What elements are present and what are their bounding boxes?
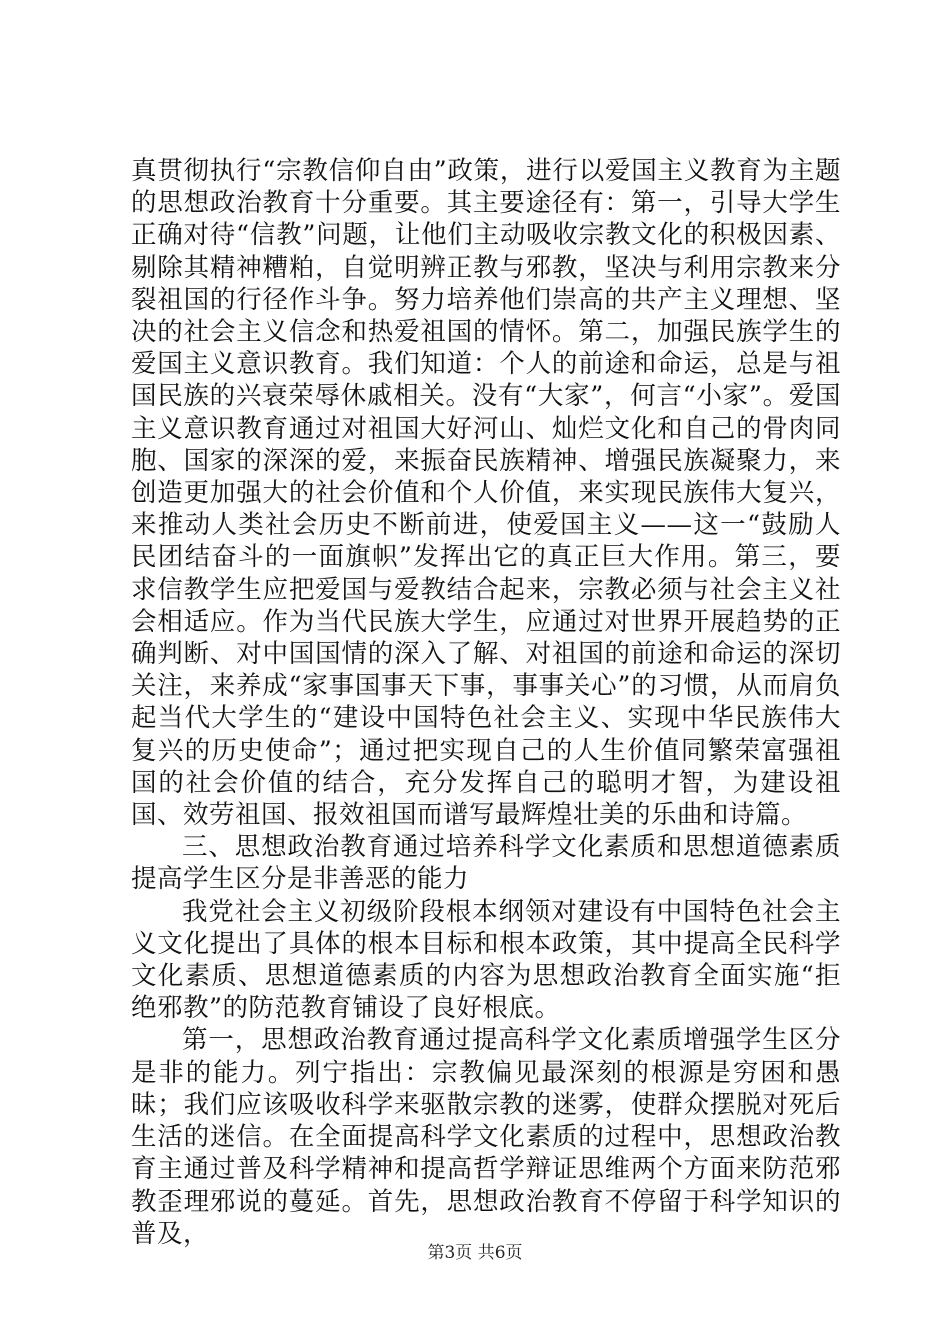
section-heading: 三、思想政治教育通过培养科学文化素质和思想道德素质提高学生区分是非善恶的能力: [131, 832, 841, 895]
paragraph: 第一，思想政治教育通过提高科学文化素质增强学生区分是非的能力。列宁指出：宗教偏见最深刻的根源是穷困和愚昧；我们应该吸收科学来驱散宗教的迷雾，使群众摆脱对死后生活的迷信。在全面提高科学文化素质的过程中，思想政治教育主通过普及科学精神和提高哲学辩证思维两个方面来防范邪教歪理邪说的蔓延。首先，思想政治教育不停留于科学知识的普及，: [131, 1025, 841, 1249]
document-body: [131, 155, 841, 1250]
paragraph: 我党社会主义初级阶段根本纲领对建设有中国特色社会主义文化提出了具体的根本目标和根本政策，其中提高全民科学文化素质、思想道德素质的内容为思想政治教育全面实施“拒绝邪教”的防范教育铺设了良好根底。: [131, 896, 841, 1024]
page-number-footer: 第3页 共6页: [427, 1243, 523, 1263]
paragraph-continuation: 真贯彻执行“宗教信仰自由”政策，进行以爱国主义教育为主题的思想政治教育十分重要。其主要途径有：第一，引导大学生正确对待“信教”问题，让他们主动吸收宗教文化的积极因素、剔除其精神糟粕，自觉明辨正教与邪教，坚决与利用宗教来分裂祖国的行径作斗争。努力培养他们崇高的共产主义理想、坚决的社会主义信念和热爱祖国的情怀。第二，加强民族学生的爱国主义意识教育。我们知道：个人的前途和命运，总是与祖国民族的兴衰荣辱休戚相关。没有“大家”，何言“小家”。爱国主义意识教育通过对祖国大好河山、灿烂文化和自己的骨肉同胞、国家的深深的爱，来振奋民族精神、增强民族凝聚力，来创造更加强大的社会价值和个人价值，来实现民族伟大复兴，来推动人类社会历史不断前进，使爱国主义——这一“鼓励人民团结奋斗的一面旗帜”发挥出它的真正巨大作用。第三，要求信教学生应把爱国与爱教结合起来，宗教必须与社会主义社会相适应。作为当代民族大学生，应通过对世界开展趋势的正确判断、对中国国情的深入了解、对祖国的前途和命运的深切关注，来养成“家事国事天下事，事事关心”的习惯，从而肩负起当代大学生的“建设中国特色社会主义、实现中华民族伟大复兴的历史使命”；通过把实现自己的人生价值同繁荣富强祖国的社会价值的结合，充分发挥自己的聪明才智，为建设祖国、效劳祖国、报效祖国而谱写最辉煌壮美的乐曲和诗篇。: [131, 156, 841, 831]
